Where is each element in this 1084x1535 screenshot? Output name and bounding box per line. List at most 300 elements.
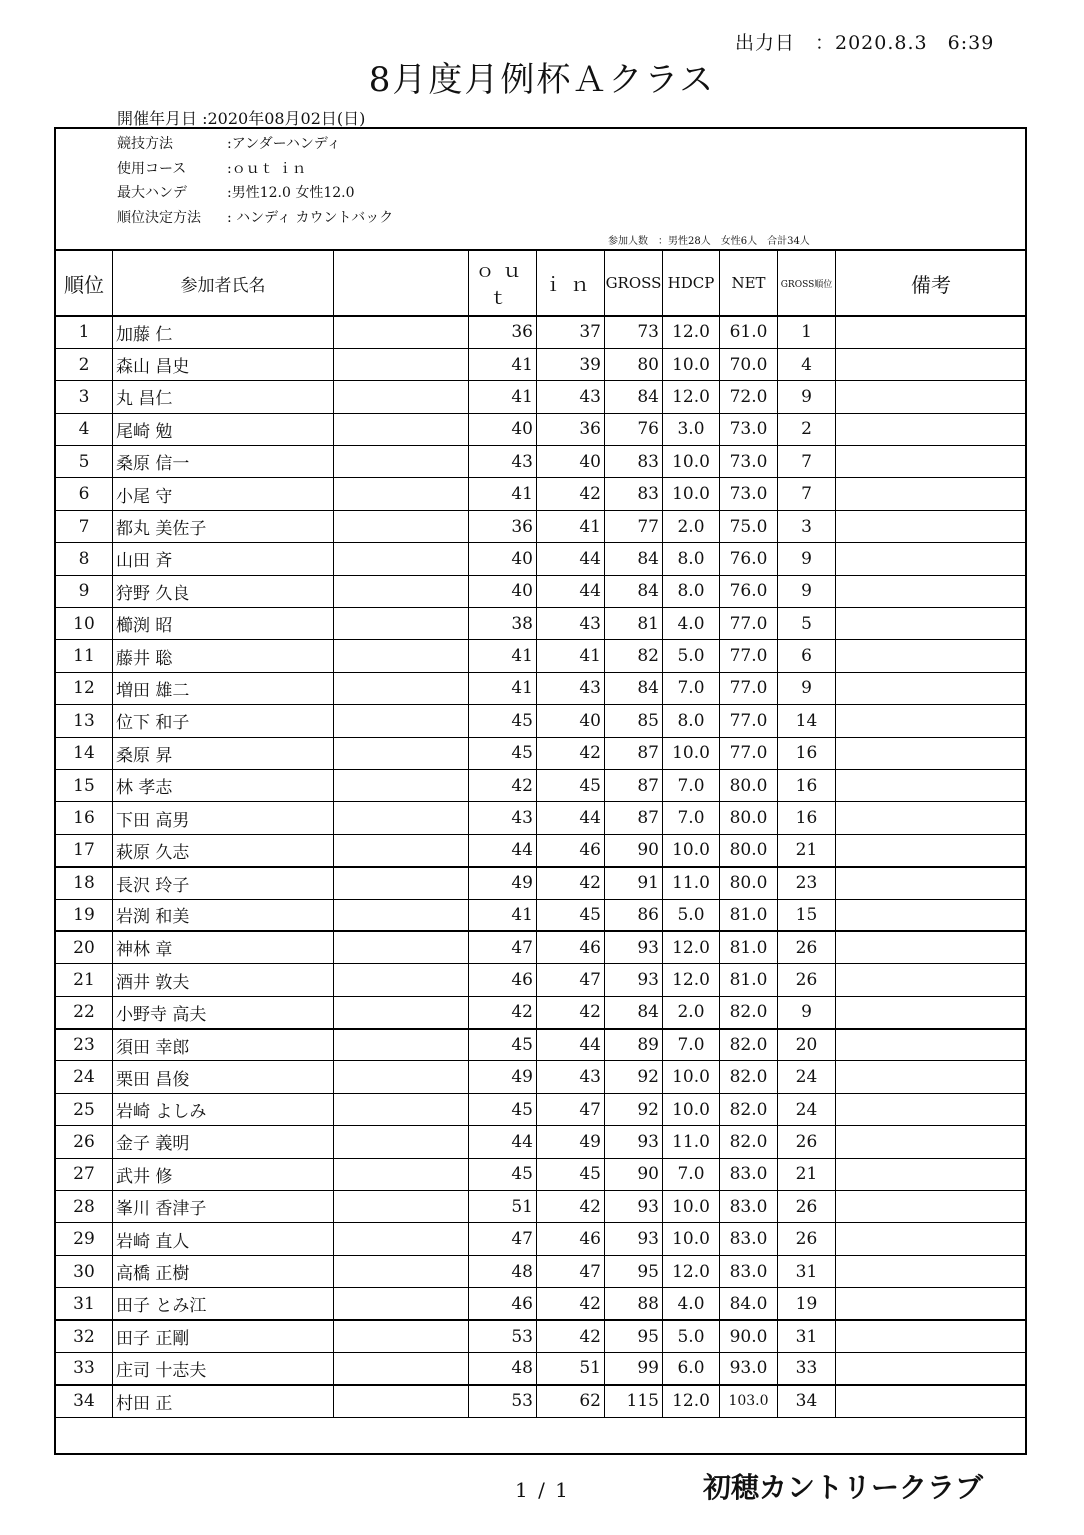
cell-rank: 14 xyxy=(56,737,113,769)
cell-out: 47 xyxy=(469,1223,537,1255)
col-rank: 順位 xyxy=(56,250,113,316)
cell-out: 41 xyxy=(469,348,537,380)
cell-hdcp: 12.0 xyxy=(663,1255,720,1287)
cell-in: 49 xyxy=(537,1126,605,1158)
cell-remarks xyxy=(836,575,1027,607)
cell-remarks xyxy=(836,769,1027,801)
cell-blank xyxy=(334,899,469,931)
cell-name: 武井 修 xyxy=(113,1158,334,1190)
cell-rank: 10 xyxy=(56,608,113,640)
cell-in: 42 xyxy=(537,1288,605,1320)
cell-in: 46 xyxy=(537,834,605,866)
competition-info xyxy=(117,132,393,230)
cell-name: 小尾 守 xyxy=(113,478,334,510)
cell-gross-rank: 16 xyxy=(778,769,836,801)
cell-in: 39 xyxy=(537,348,605,380)
cell-out: 42 xyxy=(469,996,537,1028)
cell-gross-rank: 24 xyxy=(778,1093,836,1125)
cell-name: 須田 幸郎 xyxy=(113,1029,334,1061)
cell-hdcp: 2.0 xyxy=(663,996,720,1028)
cell-remarks xyxy=(836,1191,1027,1223)
col-hdcp: HDCP xyxy=(663,250,720,316)
cell-in: 42 xyxy=(537,1191,605,1223)
cell-rank: 19 xyxy=(56,899,113,931)
cell-gross-rank: 6 xyxy=(778,640,836,672)
cell-remarks xyxy=(836,413,1027,445)
cell-gross: 87 xyxy=(605,737,663,769)
info-row-method xyxy=(117,132,393,157)
cell-remarks xyxy=(836,510,1027,542)
cell-gross: 92 xyxy=(605,1093,663,1125)
cell-remarks xyxy=(836,1029,1027,1061)
cell-in: 42 xyxy=(537,478,605,510)
cell-blank xyxy=(334,1061,469,1093)
cell-remarks xyxy=(836,964,1027,996)
cell-net: 93.0 xyxy=(720,1353,778,1385)
cell-blank xyxy=(334,737,469,769)
cell-out: 45 xyxy=(469,1093,537,1125)
participant-count: 参加人数 ：男性28人 女性6人 合計34人 xyxy=(608,236,810,247)
cell-remarks xyxy=(836,381,1027,413)
cell-hdcp: 8.0 xyxy=(663,575,720,607)
cell-in: 44 xyxy=(537,543,605,575)
cell-in: 43 xyxy=(537,381,605,413)
cell-net: 80.0 xyxy=(720,769,778,801)
cell-rank: 28 xyxy=(56,1191,113,1223)
cell-hdcp: 3.0 xyxy=(663,413,720,445)
cell-gross: 93 xyxy=(605,1191,663,1223)
cell-rank: 24 xyxy=(56,1061,113,1093)
cell-net: 83.0 xyxy=(720,1255,778,1287)
cell-blank xyxy=(334,1320,469,1352)
cell-rank: 3 xyxy=(56,381,113,413)
cell-blank xyxy=(334,640,469,672)
cell-gross: 93 xyxy=(605,1126,663,1158)
event-date: 開催年月日 :2020年08月02日(日) xyxy=(117,109,366,128)
cell-in: 42 xyxy=(537,867,605,899)
cell-gross: 87 xyxy=(605,802,663,834)
cell-out: 41 xyxy=(469,640,537,672)
cell-gross: 85 xyxy=(605,705,663,737)
table-row xyxy=(56,899,1027,931)
cell-net: 73.0 xyxy=(720,478,778,510)
cell-remarks xyxy=(836,316,1027,348)
cell-hdcp: 2.0 xyxy=(663,510,720,542)
table-row xyxy=(56,672,1027,704)
cell-in: 44 xyxy=(537,1029,605,1061)
cell-name: 位下 和子 xyxy=(113,705,334,737)
cell-blank xyxy=(334,478,469,510)
cell-name: 丸 昌仁 xyxy=(113,381,334,413)
cell-blank xyxy=(334,1223,469,1255)
cell-net: 81.0 xyxy=(720,931,778,963)
cell-remarks xyxy=(836,1353,1027,1385)
cell-net: 81.0 xyxy=(720,964,778,996)
table-row xyxy=(56,1158,1027,1190)
cell-blank xyxy=(334,1029,469,1061)
cell-gross: 83 xyxy=(605,446,663,478)
cell-blank xyxy=(334,348,469,380)
cell-name: 下田 高男 xyxy=(113,802,334,834)
cell-rank: 7 xyxy=(56,510,113,542)
cell-name: 峯川 香津子 xyxy=(113,1191,334,1223)
cell-out: 40 xyxy=(469,543,537,575)
cell-rank: 26 xyxy=(56,1126,113,1158)
cell-rank: 9 xyxy=(56,575,113,607)
cell-net: 80.0 xyxy=(720,802,778,834)
cell-net: 77.0 xyxy=(720,640,778,672)
cell-hdcp: 8.0 xyxy=(663,705,720,737)
info-label: 使用コース xyxy=(117,160,187,177)
cell-name: 桑原 信一 xyxy=(113,446,334,478)
table-row xyxy=(56,1093,1027,1125)
cell-gross-rank: 20 xyxy=(778,1029,836,1061)
cell-blank xyxy=(334,575,469,607)
cell-gross: 99 xyxy=(605,1353,663,1385)
cell-blank xyxy=(334,1093,469,1125)
cell-remarks xyxy=(836,1255,1027,1287)
cell-remarks xyxy=(836,867,1027,899)
cell-rank: 32 xyxy=(56,1320,113,1352)
cell-hdcp: 12.0 xyxy=(663,931,720,963)
table-row xyxy=(56,996,1027,1028)
cell-hdcp: 12.0 xyxy=(663,381,720,413)
cell-gross-rank: 26 xyxy=(778,1191,836,1223)
table-row xyxy=(56,737,1027,769)
cell-rank: 13 xyxy=(56,705,113,737)
results-body xyxy=(56,316,1027,1417)
col-name: 参加者氏名 xyxy=(113,250,334,316)
cell-hdcp: 10.0 xyxy=(663,446,720,478)
cell-out: 41 xyxy=(469,478,537,510)
cell-in: 45 xyxy=(537,769,605,801)
table-row xyxy=(56,802,1027,834)
cell-rank: 1 xyxy=(56,316,113,348)
table-row xyxy=(56,867,1027,899)
cell-gross-rank: 16 xyxy=(778,802,836,834)
cell-net: 77.0 xyxy=(720,737,778,769)
cell-name: 田子 正剛 xyxy=(113,1320,334,1352)
cell-hdcp: 10.0 xyxy=(663,1223,720,1255)
table-row xyxy=(56,510,1027,542)
cell-blank xyxy=(334,381,469,413)
cell-blank xyxy=(334,1191,469,1223)
cell-hdcp: 12.0 xyxy=(663,964,720,996)
cell-blank xyxy=(334,316,469,348)
cell-gross: 73 xyxy=(605,316,663,348)
table-row xyxy=(56,640,1027,672)
info-value: :アンダーハンディ xyxy=(227,136,341,152)
table-row xyxy=(56,446,1027,478)
cell-out: 45 xyxy=(469,1158,537,1190)
cell-hdcp: 10.0 xyxy=(663,348,720,380)
cell-net: 83.0 xyxy=(720,1191,778,1223)
cell-name: 増田 雄二 xyxy=(113,672,334,704)
cell-remarks xyxy=(836,1223,1027,1255)
cell-net: 80.0 xyxy=(720,867,778,899)
cell-blank xyxy=(334,1126,469,1158)
cell-in: 47 xyxy=(537,1255,605,1287)
cell-name: 岩渕 和美 xyxy=(113,899,334,931)
info-value: :ｏｕｔ ｉｎ xyxy=(227,160,307,177)
cell-in: 45 xyxy=(537,1158,605,1190)
table-row xyxy=(56,381,1027,413)
cell-gross-rank: 4 xyxy=(778,348,836,380)
cell-name: 山田 斉 xyxy=(113,543,334,575)
cell-rank: 29 xyxy=(56,1223,113,1255)
cell-net: 84.0 xyxy=(720,1288,778,1320)
cell-in: 62 xyxy=(537,1385,605,1417)
cell-name: 萩原 久志 xyxy=(113,834,334,866)
cell-net: 61.0 xyxy=(720,316,778,348)
page-title: 8月度月例杯Ａクラス xyxy=(368,60,716,100)
info-label: 順位決定方法 xyxy=(117,209,201,226)
cell-hdcp: 7.0 xyxy=(663,1158,720,1190)
cell-gross-rank: 14 xyxy=(778,705,836,737)
info-row-course xyxy=(117,157,393,182)
cell-gross-rank: 9 xyxy=(778,543,836,575)
cell-gross: 84 xyxy=(605,575,663,607)
cell-name: 村田 正 xyxy=(113,1385,334,1417)
cell-net: 81.0 xyxy=(720,899,778,931)
info-value: :男性12.0 女性12.0 xyxy=(227,185,355,201)
cell-remarks xyxy=(836,899,1027,931)
cell-out: 40 xyxy=(469,575,537,607)
cell-gross: 86 xyxy=(605,899,663,931)
cell-gross: 84 xyxy=(605,543,663,575)
cell-remarks xyxy=(836,608,1027,640)
table-row xyxy=(56,1353,1027,1385)
cell-hdcp: 11.0 xyxy=(663,867,720,899)
cell-net: 75.0 xyxy=(720,510,778,542)
table-row xyxy=(56,413,1027,445)
cell-name: 櫛渕 昭 xyxy=(113,608,334,640)
cell-net: 73.0 xyxy=(720,413,778,445)
cell-gross-rank: 33 xyxy=(778,1353,836,1385)
cell-out: 53 xyxy=(469,1385,537,1417)
cell-gross: 76 xyxy=(605,413,663,445)
table-row xyxy=(56,1320,1027,1352)
cell-net: 82.0 xyxy=(720,996,778,1028)
cell-blank xyxy=(334,413,469,445)
cell-out: 53 xyxy=(469,1320,537,1352)
cell-name: 栗田 昌俊 xyxy=(113,1061,334,1093)
cell-blank xyxy=(334,931,469,963)
cell-gross-rank: 31 xyxy=(778,1320,836,1352)
cell-rank: 20 xyxy=(56,931,113,963)
cell-gross: 91 xyxy=(605,867,663,899)
cell-out: 41 xyxy=(469,899,537,931)
table-row xyxy=(56,348,1027,380)
cell-net: 82.0 xyxy=(720,1126,778,1158)
cell-blank xyxy=(334,964,469,996)
table-row xyxy=(56,316,1027,348)
cell-gross-rank: 9 xyxy=(778,996,836,1028)
cell-gross-rank: 7 xyxy=(778,446,836,478)
cell-net: 77.0 xyxy=(720,705,778,737)
cell-gross: 90 xyxy=(605,1158,663,1190)
cell-gross: 84 xyxy=(605,672,663,704)
cell-gross-rank: 31 xyxy=(778,1255,836,1287)
cell-gross-rank: 34 xyxy=(778,1385,836,1417)
cell-blank xyxy=(334,1158,469,1190)
cell-hdcp: 12.0 xyxy=(663,316,720,348)
cell-out: 44 xyxy=(469,1126,537,1158)
cell-in: 42 xyxy=(537,737,605,769)
cell-blank xyxy=(334,510,469,542)
cell-gross: 115 xyxy=(605,1385,663,1417)
cell-out: 45 xyxy=(469,737,537,769)
cell-rank: 11 xyxy=(56,640,113,672)
cell-net: 76.0 xyxy=(720,575,778,607)
cell-out: 46 xyxy=(469,1288,537,1320)
cell-hdcp: 7.0 xyxy=(663,672,720,704)
table-row xyxy=(56,1385,1027,1417)
cell-gross-rank: 2 xyxy=(778,413,836,445)
cell-rank: 22 xyxy=(56,996,113,1028)
cell-hdcp: 10.0 xyxy=(663,1093,720,1125)
cell-net: 82.0 xyxy=(720,1061,778,1093)
cell-blank xyxy=(334,608,469,640)
cell-net: 90.0 xyxy=(720,1320,778,1352)
info-value: : ハンディ カウントバック xyxy=(227,209,394,226)
cell-remarks xyxy=(836,543,1027,575)
col-in: ｉｎ xyxy=(537,250,605,316)
cell-blank xyxy=(334,1288,469,1320)
cell-rank: 8 xyxy=(56,543,113,575)
cell-remarks xyxy=(836,640,1027,672)
cell-in: 40 xyxy=(537,446,605,478)
info-label: 最大ハンデ xyxy=(117,185,187,201)
cell-rank: 2 xyxy=(56,348,113,380)
cell-out: 41 xyxy=(469,381,537,413)
cell-rank: 33 xyxy=(56,1353,113,1385)
page-number: 1 / 1 xyxy=(515,1478,570,1502)
cell-in: 51 xyxy=(537,1353,605,1385)
table-row xyxy=(56,1061,1027,1093)
cell-blank xyxy=(334,802,469,834)
cell-name: 神林 章 xyxy=(113,931,334,963)
cell-out: 45 xyxy=(469,705,537,737)
cell-in: 37 xyxy=(537,316,605,348)
cell-in: 44 xyxy=(537,802,605,834)
cell-out: 49 xyxy=(469,1061,537,1093)
table-row xyxy=(56,1288,1027,1320)
cell-out: 38 xyxy=(469,608,537,640)
table-row xyxy=(56,478,1027,510)
cell-net: 82.0 xyxy=(720,1093,778,1125)
cell-in: 47 xyxy=(537,964,605,996)
cell-hdcp: 12.0 xyxy=(663,1385,720,1417)
cell-name: 都丸 美佐子 xyxy=(113,510,334,542)
cell-net: 77.0 xyxy=(720,608,778,640)
cell-out: 44 xyxy=(469,834,537,866)
cell-hdcp: 10.0 xyxy=(663,737,720,769)
cell-name: 庄司 十志夫 xyxy=(113,1353,334,1385)
cell-net: 72.0 xyxy=(720,381,778,413)
cell-remarks xyxy=(836,348,1027,380)
cell-remarks xyxy=(836,802,1027,834)
cell-gross-rank: 23 xyxy=(778,867,836,899)
cell-name: 田子 とみ江 xyxy=(113,1288,334,1320)
cell-rank: 23 xyxy=(56,1029,113,1061)
cell-rank: 18 xyxy=(56,867,113,899)
cell-in: 43 xyxy=(537,1061,605,1093)
cell-net: 73.0 xyxy=(720,446,778,478)
cell-gross: 95 xyxy=(605,1320,663,1352)
table-row xyxy=(56,1126,1027,1158)
cell-blank xyxy=(334,1385,469,1417)
cell-gross: 93 xyxy=(605,1223,663,1255)
cell-remarks xyxy=(836,478,1027,510)
cell-name: 尾崎 勉 xyxy=(113,413,334,445)
cell-gross-rank: 7 xyxy=(778,478,836,510)
cell-net: 80.0 xyxy=(720,834,778,866)
cell-out: 42 xyxy=(469,769,537,801)
cell-out: 36 xyxy=(469,316,537,348)
cell-name: 岩崎 よしみ xyxy=(113,1093,334,1125)
cell-in: 44 xyxy=(537,575,605,607)
cell-hdcp: 10.0 xyxy=(663,478,720,510)
cell-out: 48 xyxy=(469,1353,537,1385)
cell-gross: 82 xyxy=(605,640,663,672)
cell-gross-rank: 26 xyxy=(778,1223,836,1255)
cell-gross: 84 xyxy=(605,996,663,1028)
cell-gross: 93 xyxy=(605,964,663,996)
cell-name: 桑原 昇 xyxy=(113,737,334,769)
cell-out: 49 xyxy=(469,867,537,899)
cell-gross-rank: 15 xyxy=(778,899,836,931)
cell-gross-rank: 3 xyxy=(778,510,836,542)
cell-rank: 25 xyxy=(56,1093,113,1125)
cell-out: 45 xyxy=(469,1029,537,1061)
cell-hdcp: 11.0 xyxy=(663,1126,720,1158)
cell-rank: 27 xyxy=(56,1158,113,1190)
cell-remarks xyxy=(836,1288,1027,1320)
table-row xyxy=(56,1255,1027,1287)
col-gross: GROSS xyxy=(605,250,663,316)
cell-remarks xyxy=(836,737,1027,769)
cell-blank xyxy=(334,672,469,704)
cell-out: 41 xyxy=(469,672,537,704)
cell-out: 46 xyxy=(469,964,537,996)
cell-remarks xyxy=(836,1385,1027,1417)
col-blank xyxy=(334,250,469,316)
cell-gross-rank: 26 xyxy=(778,1126,836,1158)
cell-hdcp: 6.0 xyxy=(663,1353,720,1385)
cell-in: 46 xyxy=(537,1223,605,1255)
cell-name: 加藤 仁 xyxy=(113,316,334,348)
cell-remarks xyxy=(836,834,1027,866)
table-row xyxy=(56,1223,1027,1255)
table-row xyxy=(56,931,1027,963)
cell-rank: 4 xyxy=(56,413,113,445)
cell-blank xyxy=(334,867,469,899)
cell-in: 43 xyxy=(537,672,605,704)
col-net: NET xyxy=(720,250,778,316)
cell-gross: 93 xyxy=(605,931,663,963)
cell-remarks xyxy=(836,446,1027,478)
cell-hdcp: 7.0 xyxy=(663,1029,720,1061)
cell-hdcp: 10.0 xyxy=(663,834,720,866)
cell-net: 83.0 xyxy=(720,1158,778,1190)
cell-gross-rank: 9 xyxy=(778,672,836,704)
cell-gross-rank: 16 xyxy=(778,737,836,769)
table-header xyxy=(56,250,1027,316)
cell-net: 83.0 xyxy=(720,1223,778,1255)
cell-remarks xyxy=(836,1126,1027,1158)
cell-gross: 90 xyxy=(605,834,663,866)
